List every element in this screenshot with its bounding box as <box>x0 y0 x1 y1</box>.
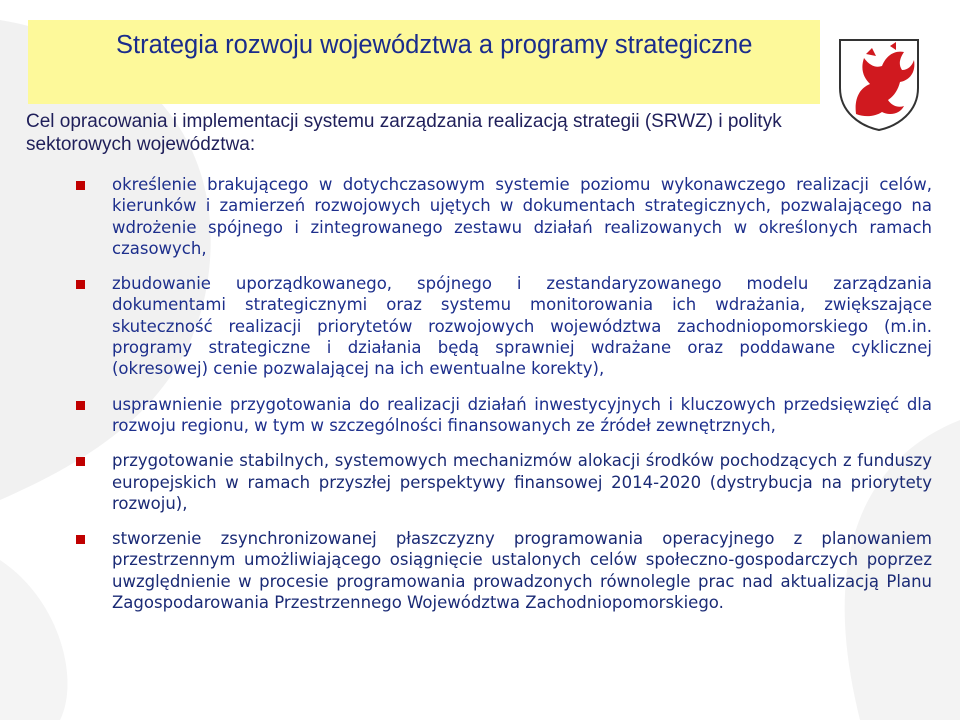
square-bullet-icon <box>76 401 85 410</box>
square-bullet-icon <box>76 181 85 190</box>
bullet-text: przygotowanie stabilnych, systemowych mechanizmów alokacji środków pochodzących z funduszy europejskich w ramach przyszłej perspektywy finansowej 2014-2020 (dystrybucja na priorytety rozwoju), <box>112 451 932 513</box>
square-bullet-icon <box>76 457 85 466</box>
list-item <box>76 174 932 259</box>
bullet-list <box>76 174 932 627</box>
square-bullet-icon <box>76 535 85 544</box>
bullet-text: zbudowanie uporządkowanego, spójnego i zestandaryzowanego modelu zarządzania dokumentami strategicznymi oraz systemu monitorowania ich wdrażania, zwiększające skuteczność realizacji priorytetów rozwojowych województwa zachodniopomorskiego (m.in. programy strategiczne i działania będą sprawniej wdrażane oraz poddawane cyklicznej (okresowej) cenie pozwalającej na ich ewentualne korekty), <box>112 274 932 379</box>
square-bullet-icon <box>76 280 85 289</box>
list-item <box>76 450 932 514</box>
list-item <box>76 528 932 613</box>
list-item <box>76 273 932 379</box>
bullet-text: stworzenie zsynchronizowanej płaszczyzny programowania operacyjnego z planowaniem przestrzennym umożliwiającego osiągnięcie ustalonych celów społeczno-gospodarczych poprzez uwzględnienie w procesie programowania prowadzonych równolegle prac nad aktualizacją Planu Zagospodarowania Przestrzennego Województwa Zachodniopomorskiego. <box>112 529 932 613</box>
intro-text: Cel opracowania i implementacji systemu zarządzania realizacją strategii (SRWZ) i polityk sektorowych województwa: <box>26 111 782 155</box>
griffin-crest-icon <box>836 36 922 132</box>
list-item <box>76 394 932 437</box>
page-title: Strategia rozwoju województwa a programy strategiczne <box>116 31 753 59</box>
bullet-text: usprawnienie przygotowania do realizacji działań inwestycyjnych i kluczowych przedsięwzięć dla rozwoju regionu, w tym w szczególności finansowanych ze źródeł zewnętrznych, <box>112 394 932 435</box>
bullet-text: określenie brakującego w dotychczasowym systemie poziomu wykonawczego realizacji celów, kierunków i zamierzeń rozwojowych ujętych w dokumentach strategicznych, pozwalającego na wdrożenie spójnego i zintegrowanego zestawu działań realizowanych w określonych ramach czasowych, <box>112 175 932 258</box>
